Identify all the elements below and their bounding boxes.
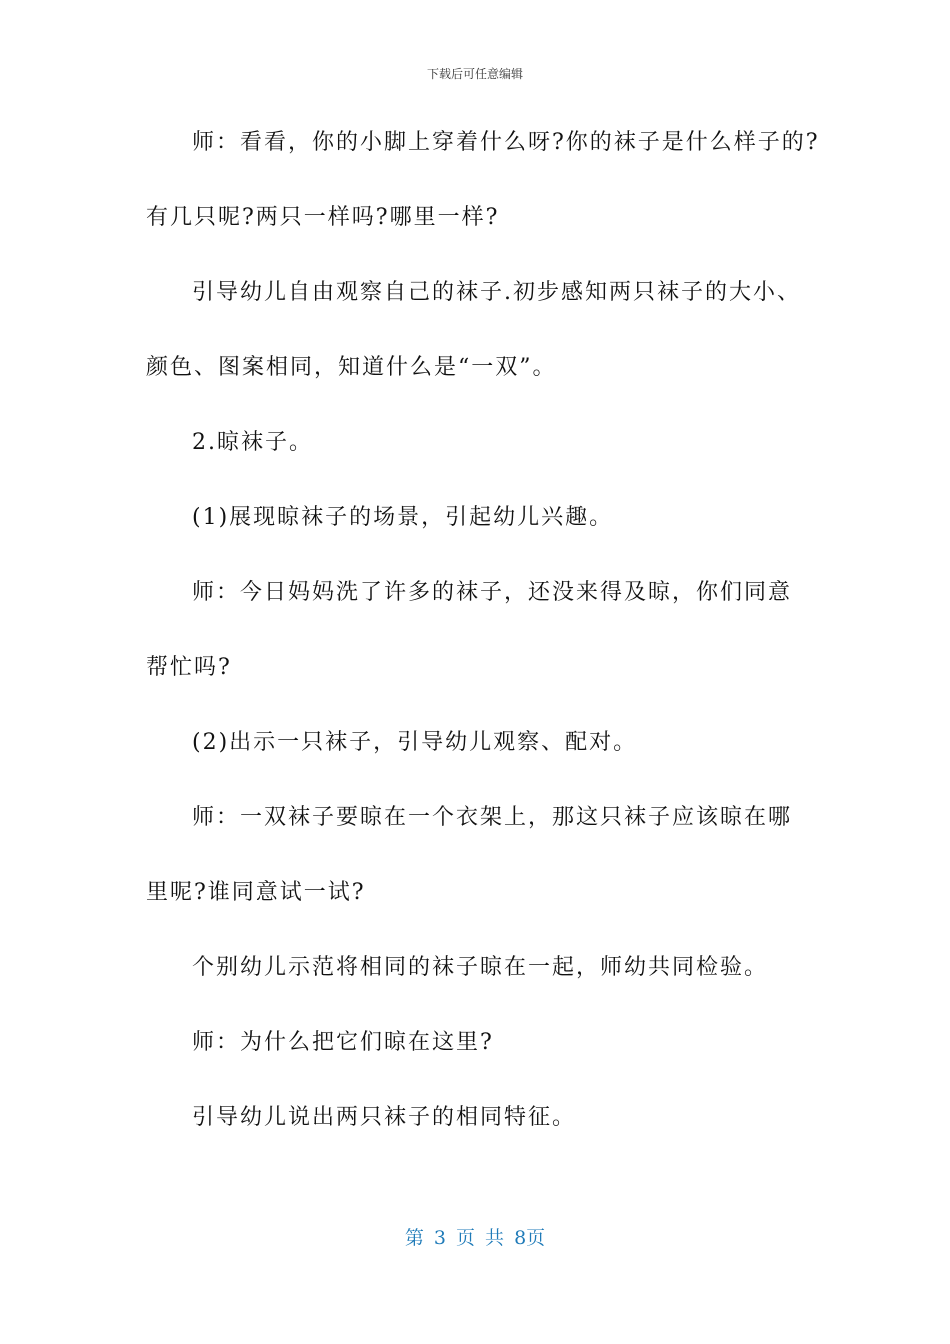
paragraph-line: 有几只呢?两只一样吗?哪里一样? — [146, 205, 500, 230]
paragraph-line: 师：今日妈妈洗了许多的袜子，还没来得及晾，你们同意 — [192, 580, 793, 605]
paragraph-line: 引导幼儿自由观察自己的袜子.初步感知两只袜子的大小、 — [192, 280, 801, 305]
paragraph-line: 个别幼儿示范将相同的袜子晾在一起，师幼共同检验。 — [192, 955, 769, 980]
paragraph-line: (1)展现晾袜子的场景，引起幼儿兴趣。 — [192, 505, 614, 530]
paragraph-line: 师：一双袜子要晾在一个衣架上，那这只袜子应该晾在哪 — [192, 805, 793, 830]
paragraph-line: 颜色、图案相同，知道什么是“一双”。 — [146, 355, 557, 380]
section-heading: 2.晾袜子。 — [192, 430, 313, 455]
document-body — [146, 124, 820, 1174]
page-header: 下载后可任意编辑 — [426, 67, 523, 81]
paragraph-line: 师：为什么把它们晾在这里? — [192, 1030, 494, 1055]
paragraph-line: (2)出示一只袜子，引导幼儿观察、配对。 — [192, 730, 638, 755]
page-number-footer: 第 3 页 共 8页 — [404, 1227, 546, 1249]
paragraph-line: 里呢?谁同意试一试? — [146, 880, 366, 905]
paragraph-line: 引导幼儿说出两只袜子的相同特征。 — [192, 1105, 577, 1130]
paragraph-line: 师：看看，你的小脚上穿着什么呀?你的袜子是什么样子的? — [192, 130, 820, 155]
paragraph-line: 帮忙吗? — [146, 655, 232, 680]
